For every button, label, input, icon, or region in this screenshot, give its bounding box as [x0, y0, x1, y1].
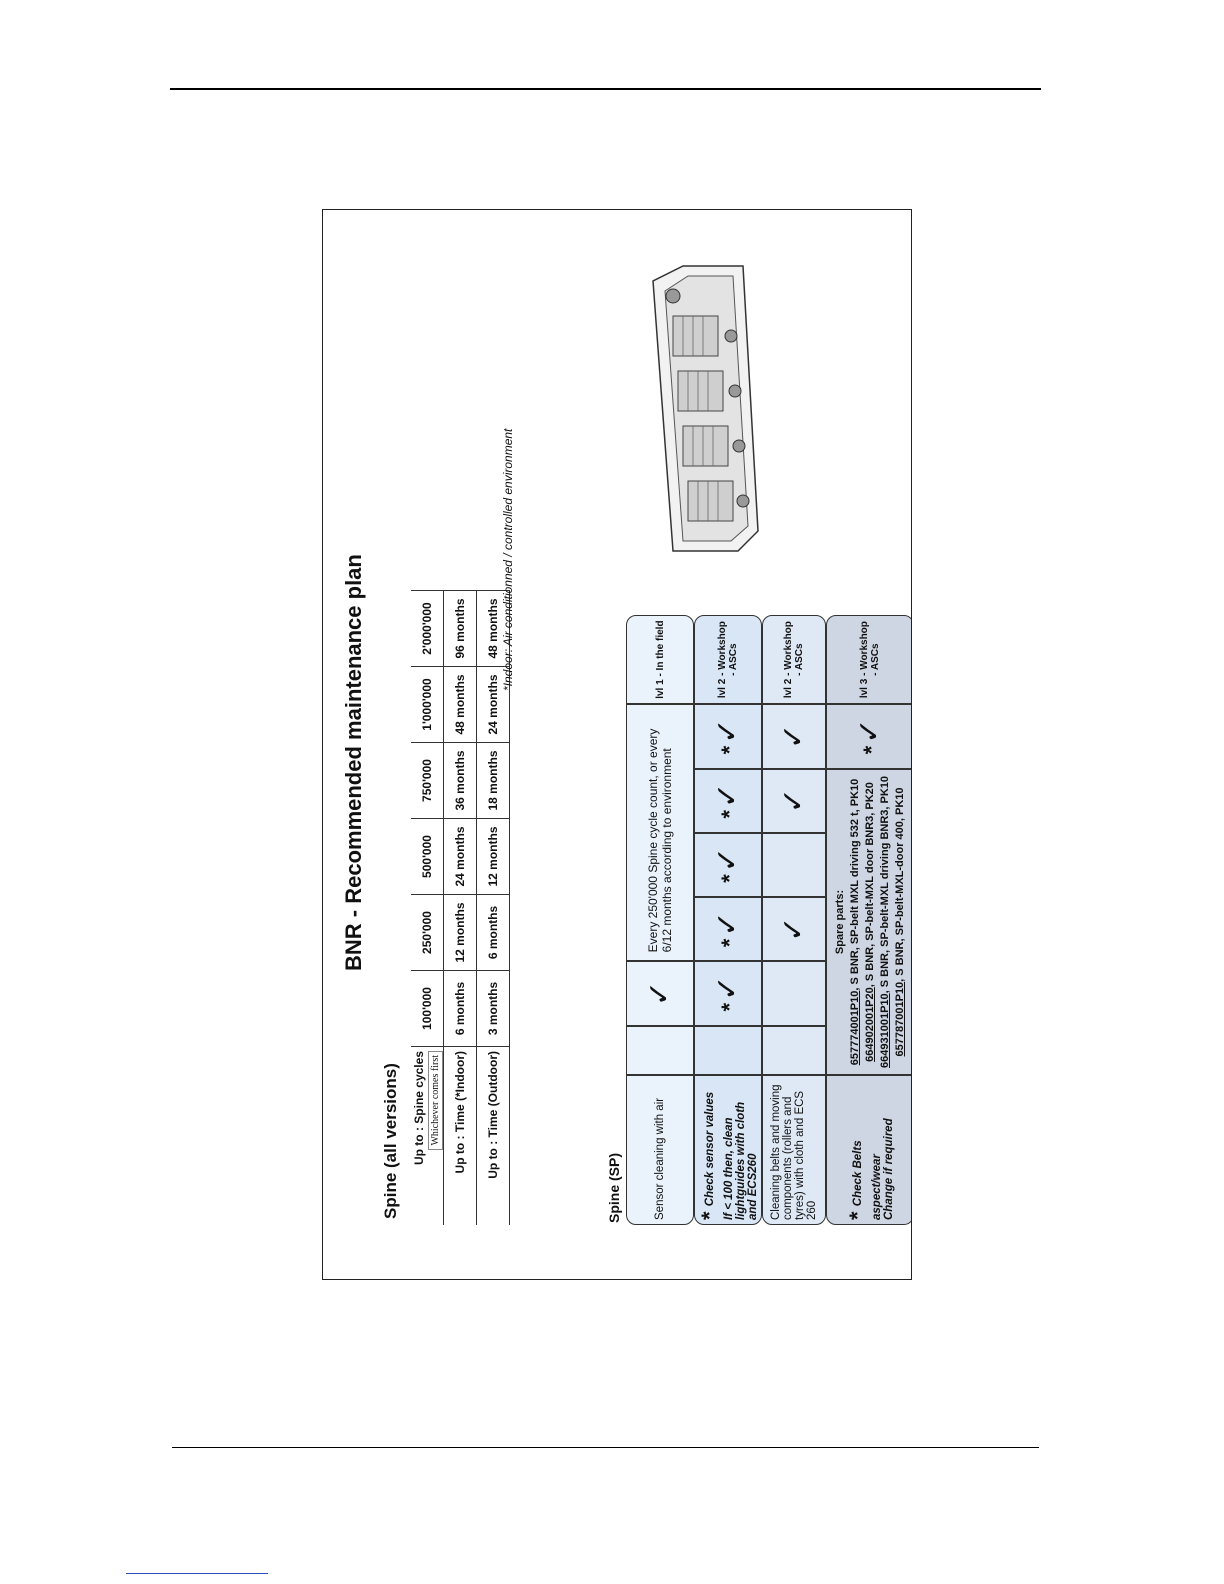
check-icon: ✓: [776, 723, 811, 749]
check-icon: ✓: [776, 788, 811, 814]
star-icon: *: [716, 745, 742, 755]
interval-note: Every 250'000 Spine cycle count, or every 6/12 months according to environment: [626, 704, 694, 961]
check-cell: [626, 961, 694, 1025]
rotated-figure: [323, 210, 912, 1280]
level-a: lvl 2 - Workshop: [783, 621, 794, 699]
part-desc: , S BNR, SP-belt-MXL driving BNR3, PK10: [878, 775, 891, 994]
part-number: 664902001P20: [863, 987, 876, 1062]
footer-rule: [172, 1447, 1039, 1448]
star-icon: *: [716, 809, 742, 819]
check-cell: [762, 897, 826, 961]
part-desc: , S BNR, SP-belt-MXL door BNR3, PK20: [863, 782, 876, 988]
task-sensor-cleaning: Sensor cleaning with air: [626, 1075, 694, 1225]
cycles-cell: 2'000'000: [411, 591, 444, 667]
cycles-prefix: Up to :: [411, 1123, 426, 1166]
footnote-link-rule: [126, 1573, 268, 1574]
spare-parts-title: Spare parts:: [833, 889, 846, 955]
empty-cell: [626, 1026, 694, 1076]
cycles-cell: 250'000: [411, 895, 444, 971]
indoor-cell: 36 months: [444, 743, 477, 819]
section-label: Spine (SP): [606, 1152, 622, 1223]
outdoor-label: Up to : Time (Outdoor): [477, 1047, 510, 1226]
task-row: [762, 615, 826, 1225]
check-cell: [762, 704, 826, 768]
outdoor-cell: 6 months: [477, 895, 510, 971]
check-cell: [762, 769, 826, 833]
empty-cell: [762, 833, 826, 897]
outdoor-cell: 48 months: [477, 591, 510, 667]
check-cell: [826, 704, 912, 768]
indoor-footnote: *Indoor: Air conditionned / controlled environment: [501, 428, 515, 691]
level-b: - ASCs: [794, 643, 805, 676]
header-rule: [170, 88, 1041, 90]
star-icon: *: [716, 874, 742, 883]
level-label: lvl 1 - In the field: [626, 615, 694, 704]
indoor-cell: 6 months: [444, 971, 477, 1047]
whichever-note: Whichever comes first: [428, 1051, 443, 1150]
empty-cell: [694, 1026, 762, 1076]
cycles-cell: 500'000: [411, 819, 444, 895]
cycles-key: Spine cycles: [411, 1051, 426, 1124]
star-icon: *: [697, 1211, 722, 1220]
part-desc: , S BNR, SP-belt-MXL-door 400, PK10: [893, 787, 906, 982]
spare-parts: [826, 769, 912, 1076]
level-a: lvl 2 - Workshop: [717, 621, 728, 699]
check-cell: [694, 833, 762, 897]
check-cell: [694, 769, 762, 833]
level-label: [762, 615, 826, 704]
check-cell: [694, 897, 762, 961]
outdoor-cell: 3 months: [477, 971, 510, 1047]
task-line2: If < 100 then, clean lightguides with cloth and ECS260: [723, 1101, 759, 1220]
star-icon: *: [858, 745, 884, 755]
check-cell: [694, 961, 762, 1025]
check-icon: ✓: [710, 911, 745, 937]
task-row: [694, 615, 762, 1225]
indoor-cell: 12 months: [444, 895, 477, 971]
task-line2: Change if required: [883, 1118, 895, 1220]
task-row: [826, 615, 912, 1225]
figure-frame: [322, 209, 912, 1280]
cycles-label: [411, 1047, 444, 1226]
outdoor-cell: 24 months: [477, 667, 510, 743]
check-icon: ✓: [776, 916, 811, 942]
figure-subtitle: Spine (all versions): [381, 1063, 400, 1219]
outdoor-cell: 12 months: [477, 819, 510, 895]
task-check-sensor: [694, 1075, 762, 1225]
check-cell: [694, 704, 762, 768]
schedule-table: [411, 590, 510, 1225]
empty-cell: [762, 961, 826, 1025]
part-number: 657787001P10: [893, 981, 906, 1057]
part-number: 657774001P10: [848, 990, 861, 1066]
task-line1: Check Belts aspect/wear: [852, 1140, 883, 1220]
indoor-key: Time (*Indoor): [453, 1051, 467, 1133]
check-icon: ✓: [852, 718, 887, 744]
task-check-belts: [826, 1075, 912, 1225]
indoor-cell: 48 months: [444, 667, 477, 743]
check-icon: ✓: [710, 975, 745, 1001]
level-label: [694, 615, 762, 704]
task-cleaning-belts: Cleaning belts and moving components (rollers and tyres) with cloth and ECS 260: [762, 1075, 826, 1225]
part-number: 664931001P10: [878, 993, 891, 1068]
outdoor-cell: 18 months: [477, 743, 510, 819]
level-b: - ASCs: [870, 643, 881, 676]
maintenance-table: [626, 615, 912, 1225]
level-label: [826, 615, 912, 704]
level-a: lvl 3 - Workshop: [859, 621, 870, 699]
empty-cell: [762, 1026, 826, 1076]
star-icon: *: [716, 1002, 742, 1012]
check-icon: ✓: [642, 980, 677, 1007]
check-icon: ✓: [710, 847, 745, 873]
indoor-label: [444, 1047, 477, 1226]
star-icon: *: [845, 1211, 870, 1220]
cycles-cell: 100'000: [411, 971, 444, 1047]
indoor-cell: 24 months: [444, 819, 477, 895]
cycles-cell: 750'000: [411, 743, 444, 819]
part-desc: , S BNR, SP-belt MXL driving 532 t, PK10: [848, 778, 861, 991]
indoor-cell: 96 months: [444, 591, 477, 667]
task-line1: Check sensor values: [704, 1091, 717, 1207]
task-row: [626, 615, 694, 1225]
indoor-prefix: Up to :: [453, 1132, 467, 1174]
cycles-cell: 1'000'000: [411, 667, 444, 743]
figure-title: BNR - Recommended maintenance plan: [341, 554, 366, 971]
star-icon: *: [716, 938, 742, 948]
check-icon: ✓: [710, 782, 745, 808]
level-b: - ASCs: [728, 643, 739, 676]
spine-module-illustration: [643, 261, 763, 561]
check-icon: ✓: [710, 718, 745, 744]
